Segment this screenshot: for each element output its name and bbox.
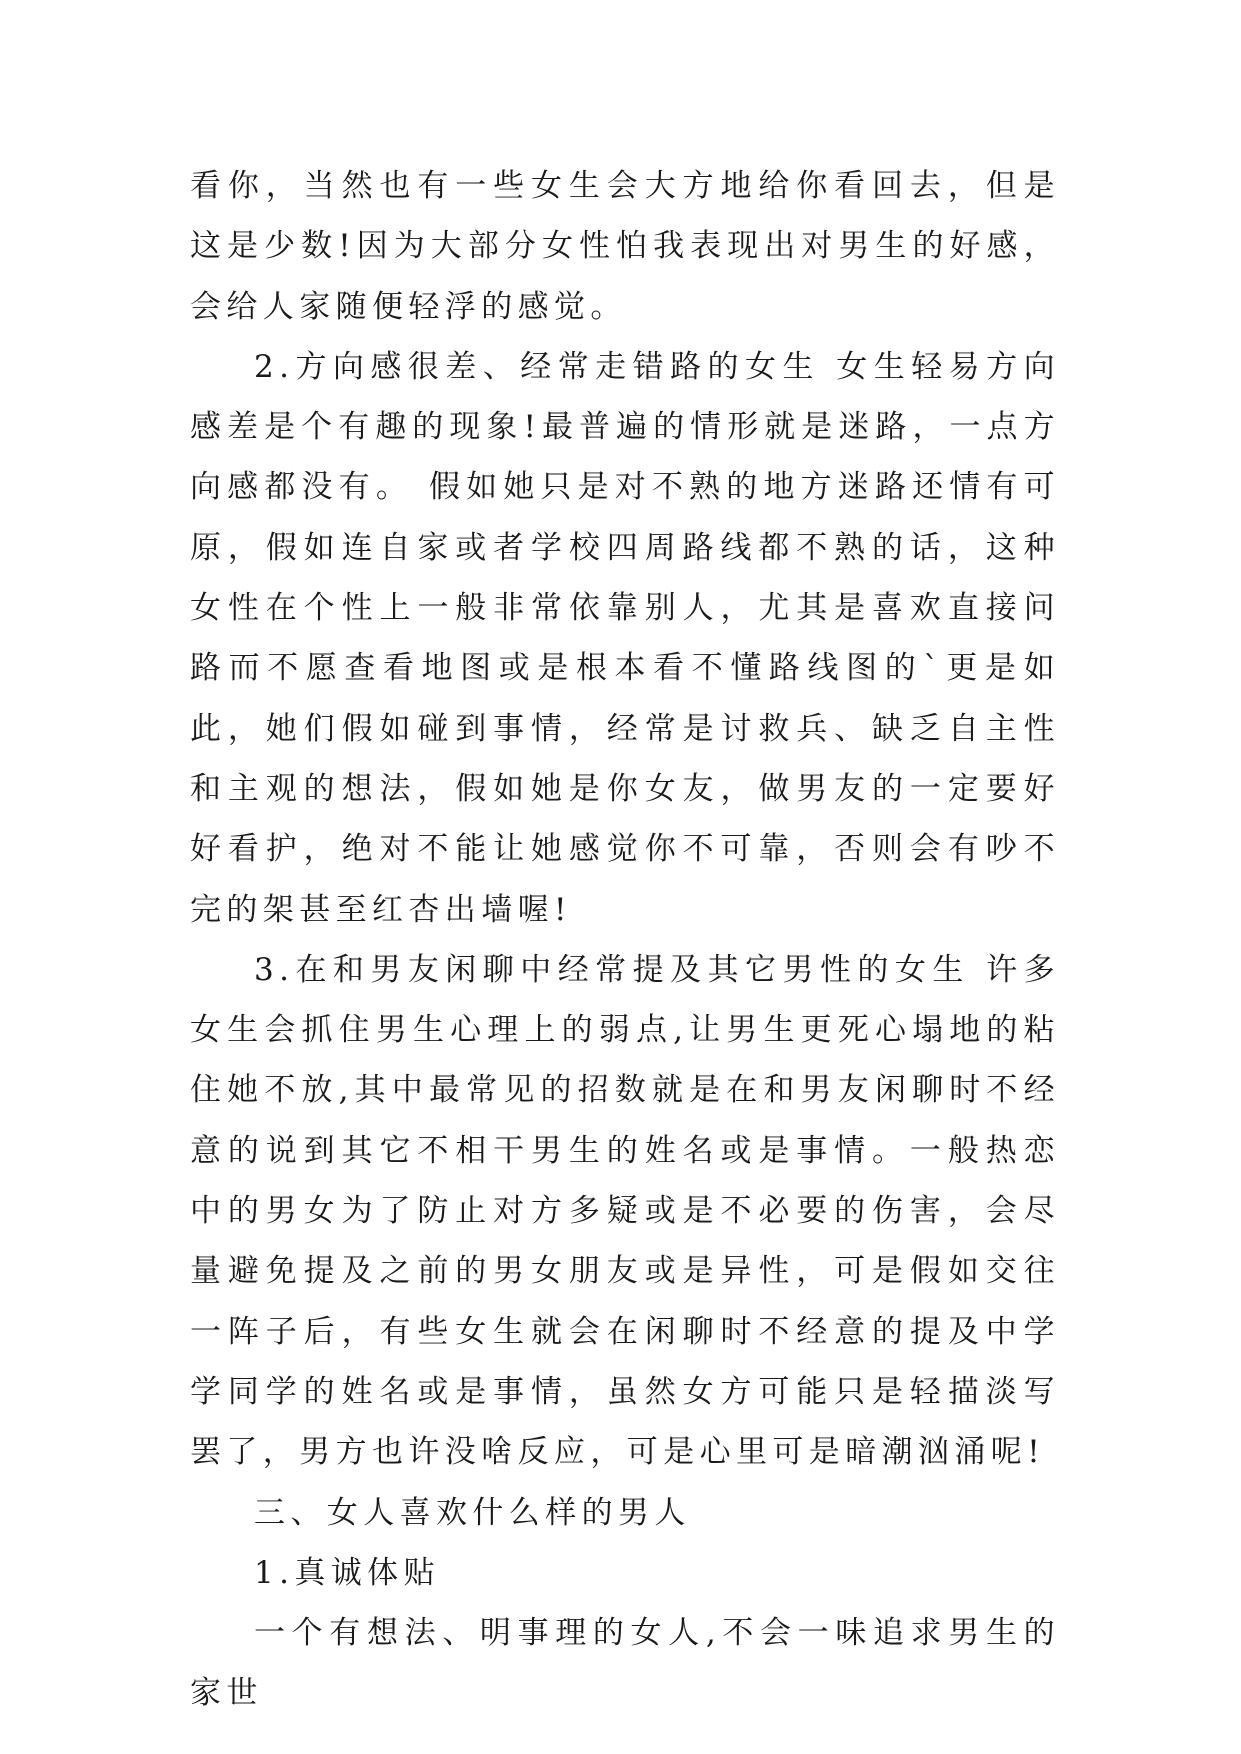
subsection-heading: 1.真诚体贴 xyxy=(254,1554,440,1591)
paragraph-body: 一个有想法、明事理的女人,不会一味追求男生的家世 xyxy=(190,1615,1060,1712)
section-heading: 三、女人喜欢什么样的男人 xyxy=(254,1494,691,1531)
paragraph-item-2: 2.方向感很差、经常走错路的女生 女生轻易方向感差是个有趣的现象!最普遍的情形就是迷路，一点方向感都没有。 假如她只是对不熟的地方迷路还情有可原，假如连自家或者学校四周路线都不熟的话，这种女性在个性上一般非常依靠别人，尤其是喜欢直接问路而不愿查看地图或是根本看不懂路线图的`更是如此，她们假如碰到事情，经常是讨救兵、缺乏自主性和主观的想法，假如她是你女友，做男友的一定要好好看护，绝对不能让她感觉你不可靠，否则会有吵不完的架甚至红杏出墙喔! xyxy=(190,348,1060,928)
paragraph-item-3: 3.在和男友闲聊中经常提及其它男性的女生 许多女生会抓住男生心理上的弱点,让男生更死心塌地的粘住她不放,其中最常见的招数就是在和男友闲聊时不经意的说到其它不相干男生的姓名或是事情。一般热恋中的男女为了防止对方多疑或是不必要的伤害，会尽量避免提及之前的男女朋友或是异性，可是假如交往一阵子后，有些女生就会在闲聊时不经意的提及中学学同学的姓名或是事情，虽然女方可能只是轻描淡写罢了，男方也许没啥反应，可是心里可是暗潮汹涌呢! xyxy=(190,951,1060,1471)
document-body xyxy=(190,156,1060,1724)
paragraph-continued: 看你，当然也有一些女生会大方地给你看回去，但是这是少数!因为大部分女性怕我表现出对男生的好感，会给人家随便轻浮的感觉。 xyxy=(190,168,1060,325)
